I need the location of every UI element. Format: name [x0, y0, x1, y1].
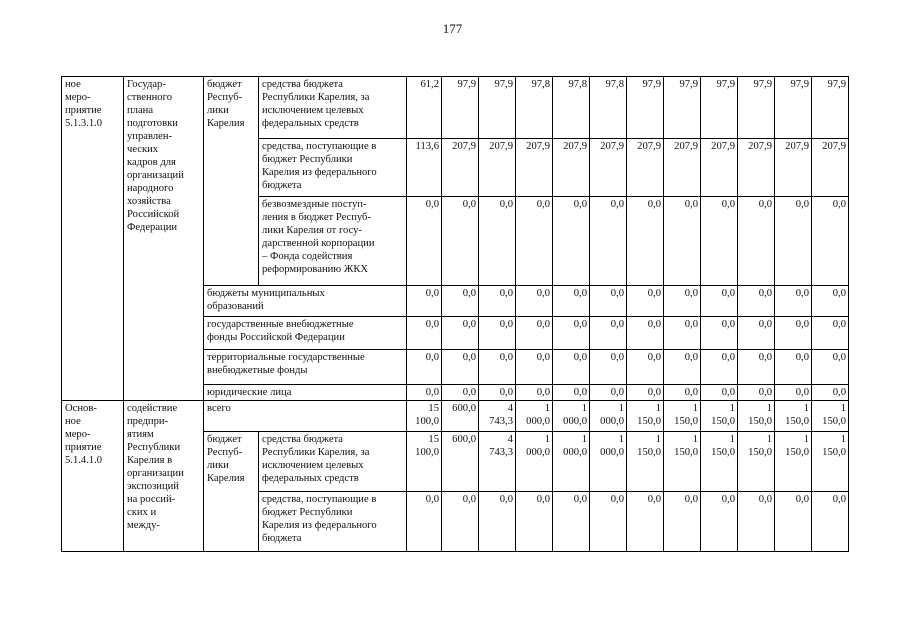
funding-source-label: государственные внебюджетные фонды Российской Федерации: [204, 317, 407, 350]
value-cell: 207,9: [812, 139, 849, 197]
value-cell: 207,9: [479, 139, 516, 197]
page-number: 177: [442, 21, 463, 36]
value-cell: 0,0: [627, 286, 664, 317]
value-cell: 1 150,0: [775, 401, 812, 432]
value-cell: 0,0: [701, 317, 738, 350]
value-cell: 1 150,0: [664, 401, 701, 432]
value-cell: 0,0: [812, 197, 849, 286]
value-cell: 0,0: [516, 317, 553, 350]
value-cell: 0,0: [479, 385, 516, 401]
budget-table: [61, 76, 849, 552]
value-cell: 600,0: [442, 401, 479, 432]
value-cell: 0,0: [407, 492, 442, 552]
value-cell: 0,0: [590, 350, 627, 385]
value-cell: 0,0: [590, 317, 627, 350]
funding-source-group: бюджет Респуб- лики Карелия: [204, 432, 259, 552]
value-cell: 0,0: [479, 492, 516, 552]
value-cell: 0,0: [812, 286, 849, 317]
total-label: всего: [204, 401, 407, 432]
value-cell: 0,0: [701, 385, 738, 401]
value-cell: 0,0: [407, 317, 442, 350]
value-cell: 207,9: [553, 139, 590, 197]
table-row: [62, 77, 849, 139]
value-cell: 0,0: [627, 492, 664, 552]
value-cell: 97,9: [812, 77, 849, 139]
value-cell: 0,0: [664, 492, 701, 552]
value-cell: 113,6: [407, 139, 442, 197]
value-cell: 97,9: [664, 77, 701, 139]
value-cell: 1 000,0: [590, 401, 627, 432]
value-cell: 4 743,3: [479, 401, 516, 432]
value-cell: 0,0: [407, 286, 442, 317]
value-cell: 0,0: [701, 197, 738, 286]
value-cell: 61,2: [407, 77, 442, 139]
value-cell: 4 743,3: [479, 432, 516, 492]
value-cell: 97,9: [775, 77, 812, 139]
value-cell: 0,0: [738, 317, 775, 350]
value-cell: 0,0: [479, 286, 516, 317]
value-cell: 1 000,0: [516, 432, 553, 492]
value-cell: 0,0: [738, 350, 775, 385]
value-cell: 0,0: [407, 197, 442, 286]
value-cell: 1 150,0: [627, 432, 664, 492]
value-cell: 207,9: [590, 139, 627, 197]
funding-source-group: бюджет Респуб- лики Карелия: [204, 77, 259, 286]
value-cell: 0,0: [516, 197, 553, 286]
event-code: ное меро- приятие 5.1.3.1.0: [62, 77, 124, 401]
value-cell: 0,0: [516, 350, 553, 385]
value-cell: 0,0: [812, 385, 849, 401]
value-cell: 97,8: [553, 77, 590, 139]
value-cell: 0,0: [553, 350, 590, 385]
value-cell: 207,9: [701, 139, 738, 197]
value-cell: 1 150,0: [664, 432, 701, 492]
value-cell: 1 150,0: [738, 432, 775, 492]
value-cell: 207,9: [627, 139, 664, 197]
value-cell: 0,0: [664, 385, 701, 401]
value-cell: 0,0: [664, 286, 701, 317]
value-cell: 0,0: [775, 385, 812, 401]
value-cell: 0,0: [738, 385, 775, 401]
value-cell: 0,0: [775, 197, 812, 286]
value-cell: 0,0: [479, 197, 516, 286]
value-cell: 207,9: [516, 139, 553, 197]
value-cell: 0,0: [627, 317, 664, 350]
value-cell: 97,8: [590, 77, 627, 139]
value-cell: 0,0: [590, 286, 627, 317]
value-cell: 97,9: [479, 77, 516, 139]
value-cell: 97,9: [701, 77, 738, 139]
event-code: Основ- ное меро- приятие 5.1.4.1.0: [62, 401, 124, 552]
value-cell: 0,0: [553, 492, 590, 552]
value-cell: 0,0: [442, 350, 479, 385]
value-cell: 0,0: [812, 317, 849, 350]
value-cell: 207,9: [442, 139, 479, 197]
value-cell: 15 100,0: [407, 401, 442, 432]
value-cell: 0,0: [590, 197, 627, 286]
value-cell: 0,0: [479, 317, 516, 350]
value-cell: 0,0: [701, 492, 738, 552]
funding-source-label: средства, поступающие в бюджет Республики Карелия из федерального бюджета: [259, 139, 407, 197]
value-cell: 0,0: [627, 350, 664, 385]
funding-source-label: безвозмездные поступ- ления в бюджет Респуб- лики Карелия от госу- дарственной корпорации – Фонда содействия реформированию ЖКХ: [259, 197, 407, 286]
value-cell: 0,0: [701, 350, 738, 385]
value-cell: 1 150,0: [812, 432, 849, 492]
value-cell: 207,9: [775, 139, 812, 197]
value-cell: 1 150,0: [812, 401, 849, 432]
value-cell: 0,0: [775, 317, 812, 350]
event-name: содействие предпри- ятиям Республики Карелия в организации экспозиций на россий- ских и между-: [124, 401, 204, 552]
value-cell: 1 000,0: [553, 432, 590, 492]
funding-source-label: территориальные государственные внебюджетные фонды: [204, 350, 407, 385]
value-cell: 1 000,0: [553, 401, 590, 432]
value-cell: 0,0: [442, 197, 479, 286]
value-cell: 0,0: [407, 385, 442, 401]
value-cell: 0,0: [664, 317, 701, 350]
value-cell: 97,9: [738, 77, 775, 139]
event-name: Государ- ственного плана подготовки управлен- ческих кадров для организаций народного хозяйства Российской Федерации: [124, 77, 204, 401]
value-cell: 0,0: [442, 286, 479, 317]
value-cell: 0,0: [627, 197, 664, 286]
value-cell: 1 150,0: [701, 401, 738, 432]
value-cell: 0,0: [590, 385, 627, 401]
funding-source-label: юридические лица: [204, 385, 407, 401]
table-row: [62, 401, 849, 432]
value-cell: 0,0: [516, 286, 553, 317]
value-cell: 1 150,0: [701, 432, 738, 492]
value-cell: 0,0: [701, 286, 738, 317]
value-cell: 0,0: [553, 317, 590, 350]
funding-source-label: средства бюджета Республики Карелия, за исключением целевых федеральных средств: [259, 77, 407, 139]
value-cell: 0,0: [442, 492, 479, 552]
value-cell: 0,0: [738, 492, 775, 552]
funding-source-label: бюджеты муниципальных образований: [204, 286, 407, 317]
value-cell: 1 000,0: [516, 401, 553, 432]
value-cell: 0,0: [627, 385, 664, 401]
value-cell: 0,0: [553, 385, 590, 401]
value-cell: 0,0: [407, 350, 442, 385]
value-cell: 0,0: [775, 286, 812, 317]
value-cell: 0,0: [738, 197, 775, 286]
value-cell: 0,0: [812, 492, 849, 552]
value-cell: 0,0: [664, 197, 701, 286]
value-cell: 0,0: [738, 286, 775, 317]
value-cell: 0,0: [442, 317, 479, 350]
value-cell: 0,0: [775, 350, 812, 385]
value-cell: 207,9: [738, 139, 775, 197]
value-cell: 1 000,0: [590, 432, 627, 492]
funding-source-label: средства, поступающие в бюджет Республики Карелия из федерального бюджета: [259, 492, 407, 552]
funding-source-label: средства бюджета Республики Карелия, за исключением целевых федеральных средств: [259, 432, 407, 492]
value-cell: 0,0: [590, 492, 627, 552]
value-cell: 1 150,0: [775, 432, 812, 492]
value-cell: 0,0: [775, 492, 812, 552]
value-cell: 0,0: [664, 350, 701, 385]
value-cell: 1 150,0: [627, 401, 664, 432]
value-cell: 0,0: [812, 350, 849, 385]
value-cell: 600,0: [442, 432, 479, 492]
value-cell: 1 150,0: [738, 401, 775, 432]
value-cell: 97,9: [442, 77, 479, 139]
value-cell: 0,0: [516, 385, 553, 401]
value-cell: 0,0: [553, 286, 590, 317]
value-cell: 97,9: [627, 77, 664, 139]
value-cell: 0,0: [479, 350, 516, 385]
value-cell: 97,8: [516, 77, 553, 139]
value-cell: 15 100,0: [407, 432, 442, 492]
value-cell: 0,0: [516, 492, 553, 552]
value-cell: 0,0: [553, 197, 590, 286]
value-cell: 0,0: [442, 385, 479, 401]
value-cell: 207,9: [664, 139, 701, 197]
